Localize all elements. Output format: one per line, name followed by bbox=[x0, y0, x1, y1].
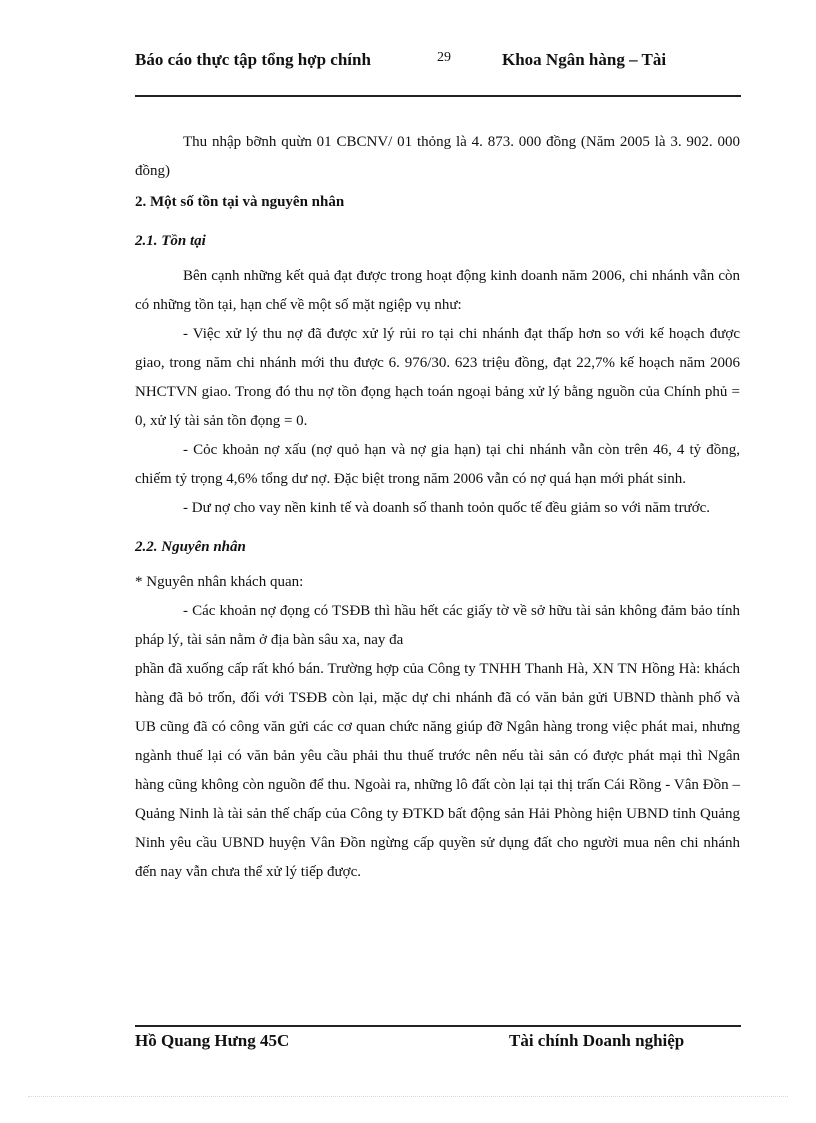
subsection-heading-causes: 2.2. Nguyên nhân bbox=[135, 539, 246, 555]
header-rule bbox=[135, 95, 741, 97]
paragraph-debt-recovery: - Việc xử lý thu nợ đã được xử lý rủi ro tại chi nhánh đạt thấp hơn so với kế hoạch được giao, trong năm chi nhánh mới thu được 6. 976/30. 623 triệu đồng, đạt 22,7% kế hoạch năm 2006 NHCTVN giao. Trong đó thu nợ tồn đọng hạch toán ngoại bảng xử lý bằng nguồn của Chính phủ = 0, xử lý tài sản tồn đọng = 0. bbox=[135, 326, 740, 429]
footer-author: Hồ Quang Hưng 45C bbox=[135, 1031, 290, 1050]
paragraph-intro: Bên cạnh những kết quả đạt được trong hoạt động kinh doanh năm 2006, chi nhánh vẫn còn có những tồn tại, hạn chế về một số mặt ngiệp vụ như: bbox=[135, 268, 740, 313]
header-faculty: Khoa Ngân hàng – Tài bbox=[502, 50, 667, 69]
footer-rule bbox=[135, 1025, 741, 1027]
paragraph-bad-debt: - Cỏc khoản nợ xấu (nợ quỏ hạn và nợ gia hạn) tại chi nhánh vẫn còn trên 46, 4 tỷ đồng, chiếm tỷ trọng 4,6% tổng dư nợ. Đặc biệt trong năm 2006 vẫn có nợ quá hạn mới phát sinh. bbox=[135, 442, 740, 487]
subsection-heading-issues: 2.1. Tồn tại bbox=[135, 233, 206, 249]
section-heading: 2. Một số tồn tại và nguyên nhân bbox=[135, 194, 345, 210]
paragraph-collateral: - Các khoản nợ đọng có TSĐB thì hầu hết các giấy tờ về sở hữu tài sản không đảm bảo tính pháp lý, tài sản nằm ở địa bàn sâu xa, nay đa bbox=[135, 603, 740, 648]
page-edge-divider bbox=[28, 1096, 788, 1097]
document-body bbox=[135, 128, 740, 887]
header-report-title: Báo cáo thực tập tổng hợp chính bbox=[135, 50, 371, 69]
footer-department: Tài chính Doanh nghiệp bbox=[509, 1031, 685, 1050]
paragraph-objective-causes: * Nguyên nhân khách quan: bbox=[135, 574, 304, 590]
paragraph-income: Thu nhập bỡnh quừn 01 CBCNV/ 01 thỏng là 4. 873. 000 đồng (Năm 2005 là 3. 902. 000 đồng) bbox=[135, 134, 740, 179]
paragraph-collateral-cont: phần đã xuống cấp rất khó bán. Trường hợp của Công ty TNHH Thanh Hà, XN TN Hồng Hà: khách hàng đã bỏ trốn, đối với TSĐB còn lại, mặc dự chi nhánh đã có văn bản gửi UBND thành phố và UB cũng đã có công văn gửi các cơ quan chức năng giúp đỡ Ngân hàng trong việc phát mai, nhưng ngành thuế lại có văn bản yêu cầu phải thu thuế trước nên nếu tài sản có được phát mại thì Ngân hàng cũng không còn nguồn để thu. Ngoài ra, những lô đất còn lại tại thị trấn Cái Rồng - Vân Đồn – Quảng Ninh là tài sản thế chấp của Công ty ĐTKD bất động sản Hải Phòng hiện UBND tỉnh Quảng Ninh yêu cầu UBND huyện Vân Đồn ngừng cấp quyền sử dụng đất cho người mua nên chi nhánh đến nay vẫn chưa thể xử lý tiếp được. bbox=[135, 661, 740, 880]
page-number: 29 bbox=[437, 50, 451, 65]
paragraph-loans: - Dư nợ cho vay nền kinh tế và doanh số thanh toỏn quốc tế đều giảm so với năm trước. bbox=[183, 500, 711, 516]
